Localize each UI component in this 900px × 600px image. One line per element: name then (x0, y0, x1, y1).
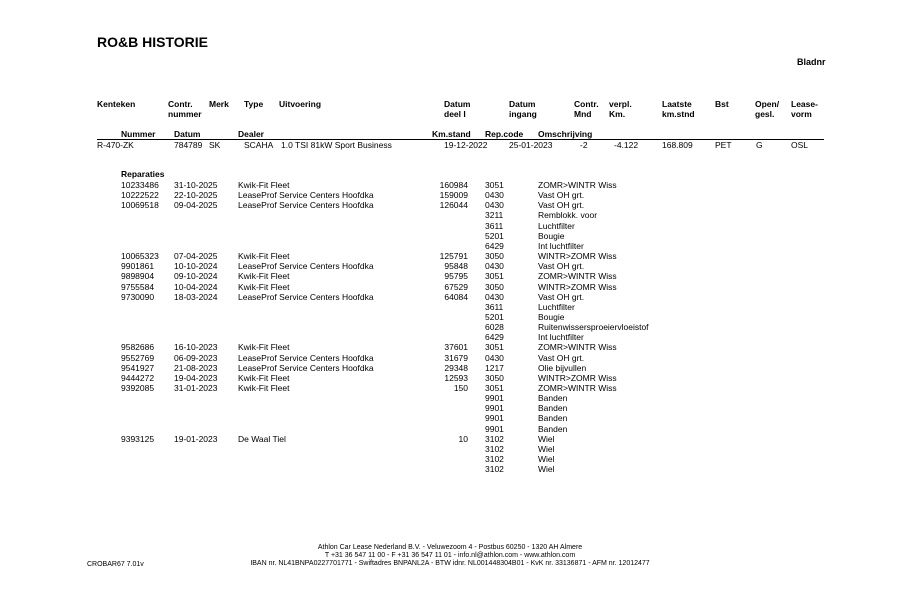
table-row (0, 312, 900, 322)
table-row (0, 200, 900, 210)
table-row (0, 180, 900, 190)
vehicle-open-gesl: G (756, 140, 763, 150)
table-row (0, 302, 900, 312)
repair-omschrijving: Banden (538, 423, 568, 434)
repair-code: 3211 (485, 210, 504, 221)
repair-omschrijving: Bougie (538, 230, 565, 241)
repair-nummer: 9552769 (121, 352, 155, 363)
header-lease-line1: Lease- (791, 99, 818, 109)
table-row (0, 282, 900, 292)
vehicle-laatste-km: 168.809 (662, 140, 693, 150)
table-row (0, 332, 900, 342)
header-laatste-kmstnd (662, 99, 695, 119)
repair-dealer: De Waal Tiel (238, 433, 286, 444)
repair-kmstand: 12593 (444, 372, 468, 383)
repair-omschrijving: Banden (538, 413, 568, 424)
header-contr-line1: Contr. (168, 99, 193, 109)
repair-nummer: 9392085 (121, 383, 155, 393)
vehicle-leasevorm: OSL (791, 140, 809, 150)
header-type: Type (244, 99, 264, 109)
header-uitvoering: Uitvoering (279, 99, 322, 109)
table-row (0, 373, 900, 383)
repair-omschrijving: ZOMR>WINTR Wiss (538, 383, 617, 393)
table-row (0, 251, 900, 261)
repair-dealer: Kwik-Fit Fleet (238, 342, 290, 353)
table-row (0, 424, 900, 434)
header-verpl-line1: verpl. (609, 99, 632, 109)
repair-code: 9901 (485, 413, 504, 424)
repair-nummer: 10069518 (121, 200, 159, 211)
repair-datum: 09-10-2024 (174, 271, 218, 282)
repair-omschrijving: ZOMR>WINTR Wiss (538, 271, 617, 282)
repair-nummer: 9755584 (121, 281, 155, 292)
subheader-nummer: Nummer (121, 129, 156, 139)
table-row (0, 271, 900, 281)
repair-dealer: Kwik-Fit Fleet (238, 281, 290, 292)
repair-omschrijving: Wiel (538, 464, 555, 475)
repair-datum: 18-03-2024 (174, 291, 218, 302)
repair-kmstand: 64084 (444, 291, 468, 302)
table-row (0, 190, 900, 200)
repair-code: 3611 (485, 220, 504, 231)
vehicle-kenteken: R-470-ZK (97, 140, 134, 150)
footer-line1: Athlon Car Lease Nederland B.V. - Veluwezoom 4 - Postbus 60250 - 1320 AH Almere (317, 544, 583, 551)
repair-omschrijving: Vast OH grt. (538, 200, 585, 211)
table-row (0, 363, 900, 373)
footer-line3: IBAN nr. NL41BNPA0227701771 - Swiftadres BNPANL2A - BTW idnr. NL001448304B01 - KvK nr. 33136871 - AFM nr. 12012477 (250, 560, 650, 567)
repair-code: 3051 (485, 383, 504, 393)
repair-code: 9901 (485, 403, 504, 414)
repair-omschrijving: Olie bijvullen (538, 362, 587, 373)
repair-omschrijving: WINTR>ZOMR Wiss (538, 251, 617, 262)
header-lease-line2: vorm (791, 109, 812, 119)
repair-omschrijving: Bougie (538, 311, 565, 322)
vehicle-uitvoering: 1.0 TSI 81kW Sport Business (281, 140, 392, 150)
repair-code: 3051 (485, 271, 504, 282)
repair-datum: 07-04-2025 (174, 251, 218, 262)
header-datum-ingang-line1: Datum (509, 99, 536, 109)
repair-kmstand: 95848 (444, 261, 468, 272)
repair-nummer: 9393125 (121, 433, 155, 444)
vehicle-merk: SK (209, 140, 221, 150)
page-title: RO&B HISTORIE (97, 34, 208, 50)
repair-kmstand: 126044 (439, 200, 468, 211)
vehicle-type: SCAHA (244, 140, 274, 150)
repair-kmstand: 37601 (444, 342, 468, 353)
repair-code: 3051 (485, 342, 504, 353)
repair-kmstand: 160984 (439, 180, 468, 190)
subheader-datum: Datum (174, 129, 201, 139)
table-row (0, 454, 900, 464)
repair-dealer: LeaseProf Service Centers Hoofdka (238, 261, 374, 272)
repair-omschrijving: Luchtfilter (538, 301, 575, 312)
repair-datum: 06-09-2023 (174, 352, 218, 363)
repair-kmstand: 31679 (444, 352, 468, 363)
subheader-dealer: Dealer (238, 129, 264, 139)
table-row (0, 444, 900, 454)
repair-datum: 10-04-2024 (174, 281, 218, 292)
vehicle-datum-ingang: 25-01-2023 (509, 140, 553, 150)
header-datum-ingang (509, 99, 537, 119)
header-datum-deel-line2: deel I (444, 109, 466, 119)
repair-omschrijving: WINTR>ZOMR Wiss (538, 372, 617, 383)
header-laatste-line1: Laatste (662, 99, 692, 109)
table-row (0, 231, 900, 241)
repair-omschrijving: Remblokk. voor (538, 210, 598, 221)
repair-code: 0430 (485, 190, 504, 201)
header-merk: Merk (209, 99, 229, 109)
header-kenteken: Kenteken (97, 99, 136, 109)
repair-code: 3102 (485, 454, 504, 465)
footer-line2: T +31 36 547 11 00 - F +31 36 547 11 01 - info.nl@athlon.com - www.athlon.com (324, 552, 576, 559)
repair-omschrijving: Wiel (538, 433, 555, 444)
repair-code: 9901 (485, 423, 504, 434)
repair-nummer: 10065323 (121, 251, 159, 262)
repair-omschrijving: Vast OH grt. (538, 291, 585, 302)
repair-code: 6028 (485, 322, 504, 333)
repair-datum: 16-10-2023 (174, 342, 218, 353)
repair-nummer: 9541927 (121, 362, 155, 373)
table-row (0, 353, 900, 363)
repair-code: 6429 (485, 332, 504, 343)
header-laatste-line2: km.stnd (662, 109, 695, 119)
repair-code: 3102 (485, 443, 504, 454)
repair-omschrijving: ZOMR>WINTR Wiss (538, 342, 617, 353)
header-contr-nummer (168, 99, 202, 119)
repair-code: 3050 (485, 281, 504, 292)
form-code: CROBAR67 7.01v (87, 561, 144, 568)
repair-omschrijving: Vast OH grt. (538, 190, 585, 201)
table-row (0, 393, 900, 403)
repair-nummer: 10222522 (121, 190, 159, 201)
reparaties-label: Reparaties (121, 169, 165, 179)
header-contr-line2: nummer (168, 109, 202, 119)
header-bst: Bst (715, 99, 729, 109)
repair-omschrijving: WINTR>ZOMR Wiss (538, 281, 617, 292)
repair-kmstand: 67529 (444, 281, 468, 292)
header-datum-deel (444, 99, 470, 119)
repair-kmstand: 10 (458, 433, 468, 444)
subheader-omschrijving: Omschrijving (538, 129, 593, 139)
repair-dealer: LeaseProf Service Centers Hoofdka (238, 352, 374, 363)
repair-dealer: Kwik-Fit Fleet (238, 383, 290, 393)
table-row (0, 210, 900, 220)
repair-nummer: 9444272 (121, 372, 155, 383)
repair-datum: 22-10-2025 (174, 190, 218, 201)
header-open-line1: Open/ (755, 99, 780, 109)
header-contr-mnd (574, 99, 599, 119)
header-open-line2: gesl. (755, 109, 775, 119)
repair-code: 5201 (485, 230, 504, 241)
repair-omschrijving: Int luchtfilter (538, 240, 584, 251)
repair-code: 3050 (485, 372, 504, 383)
repair-code: 0430 (485, 200, 504, 211)
repair-omschrijving: Int luchtfilter (538, 332, 584, 343)
header-contr-mnd-line2: Mnd (574, 109, 592, 119)
header-verpl-km (609, 99, 632, 119)
repair-datum: 10-10-2024 (174, 261, 218, 272)
repair-kmstand: 29348 (444, 362, 468, 373)
vehicle-verpl-km: -4.122 (614, 140, 639, 150)
table-row (0, 434, 900, 444)
repair-code: 3611 (485, 301, 504, 312)
vehicle-datum-deel: 19-12-2022 (444, 140, 488, 150)
repair-datum: 31-01-2023 (174, 383, 218, 393)
vehicle-contr-mnd: -2 (580, 140, 588, 150)
repair-code: 6429 (485, 240, 504, 251)
repair-code: 3050 (485, 251, 504, 262)
repair-nummer: 9898904 (121, 271, 155, 282)
table-row (0, 221, 900, 231)
repair-omschrijving: Banden (538, 403, 568, 414)
repair-code: 0430 (485, 291, 504, 302)
table-row (0, 261, 900, 271)
table-row (0, 322, 900, 332)
repair-dealer: Kwik-Fit Fleet (238, 372, 290, 383)
subheader-kmstand: Km.stand (432, 129, 471, 139)
repair-omschrijving: Wiel (538, 454, 555, 465)
table-row (0, 241, 900, 251)
header-datum-ingang-line2: ingang (509, 109, 537, 119)
repair-omschrijving: Ruitenwissersproeiervloeistof (538, 322, 649, 333)
repair-kmstand: 150 (453, 383, 468, 393)
repair-dealer: LeaseProf Service Centers Hoofdka (238, 362, 374, 373)
header-leasevorm (791, 99, 818, 119)
header-verpl-line2: Km. (609, 109, 626, 119)
repair-code: 3102 (485, 433, 504, 444)
table-row (0, 403, 900, 413)
repair-omschrijving: Vast OH grt. (538, 352, 585, 363)
repair-datum: 09-04-2025 (174, 200, 218, 211)
repair-kmstand: 159009 (439, 190, 468, 201)
repair-dealer: Kwik-Fit Fleet (238, 180, 290, 190)
table-row (0, 464, 900, 474)
vehicle-bst: PET (715, 140, 732, 150)
repair-nummer: 10233486 (121, 180, 159, 190)
repair-dealer: LeaseProf Service Centers Hoofdka (238, 200, 374, 211)
repair-nummer: 9901861 (121, 261, 155, 272)
repair-kmstand: 125791 (439, 251, 468, 262)
table-row (0, 383, 900, 393)
repair-datum: 19-04-2023 (174, 372, 218, 383)
repair-code: 0430 (485, 261, 504, 272)
subheader-repcode: Rep.code (485, 129, 524, 139)
repair-dealer: LeaseProf Service Centers Hoofdka (238, 190, 374, 201)
repair-code: 9901 (485, 393, 504, 404)
repair-dealer: Kwik-Fit Fleet (238, 271, 290, 282)
repair-nummer: 9730090 (121, 291, 155, 302)
repair-code: 0430 (485, 352, 504, 363)
repair-dealer: LeaseProf Service Centers Hoofdka (238, 291, 374, 302)
repair-omschrijving: Banden (538, 393, 568, 404)
repair-code: 1217 (485, 362, 504, 373)
vehicle-contract: 784789 (174, 140, 203, 150)
repair-omschrijving: Vast OH grt. (538, 261, 585, 272)
repair-omschrijving: ZOMR>WINTR Wiss (538, 180, 617, 190)
repair-dealer: Kwik-Fit Fleet (238, 251, 290, 262)
repair-datum: 21-08-2023 (174, 362, 218, 373)
repair-nummer: 9582686 (121, 342, 155, 353)
repair-datum: 31-10-2025 (174, 180, 218, 190)
repair-datum: 19-01-2023 (174, 433, 218, 444)
bladnr-label: Bladnr (797, 57, 826, 67)
repair-code: 3051 (485, 180, 504, 190)
repair-code: 5201 (485, 311, 504, 322)
table-row (0, 413, 900, 423)
header-contr-mnd-line1: Contr. (574, 99, 599, 109)
table-row (0, 342, 900, 352)
table-row (0, 292, 900, 302)
repair-code: 3102 (485, 464, 504, 475)
header-datum-deel-line1: Datum (444, 99, 471, 109)
repair-omschrijving: Luchtfilter (538, 220, 575, 231)
repair-omschrijving: Wiel (538, 443, 555, 454)
header-open-gesl (755, 99, 779, 119)
repair-kmstand: 95795 (444, 271, 468, 282)
